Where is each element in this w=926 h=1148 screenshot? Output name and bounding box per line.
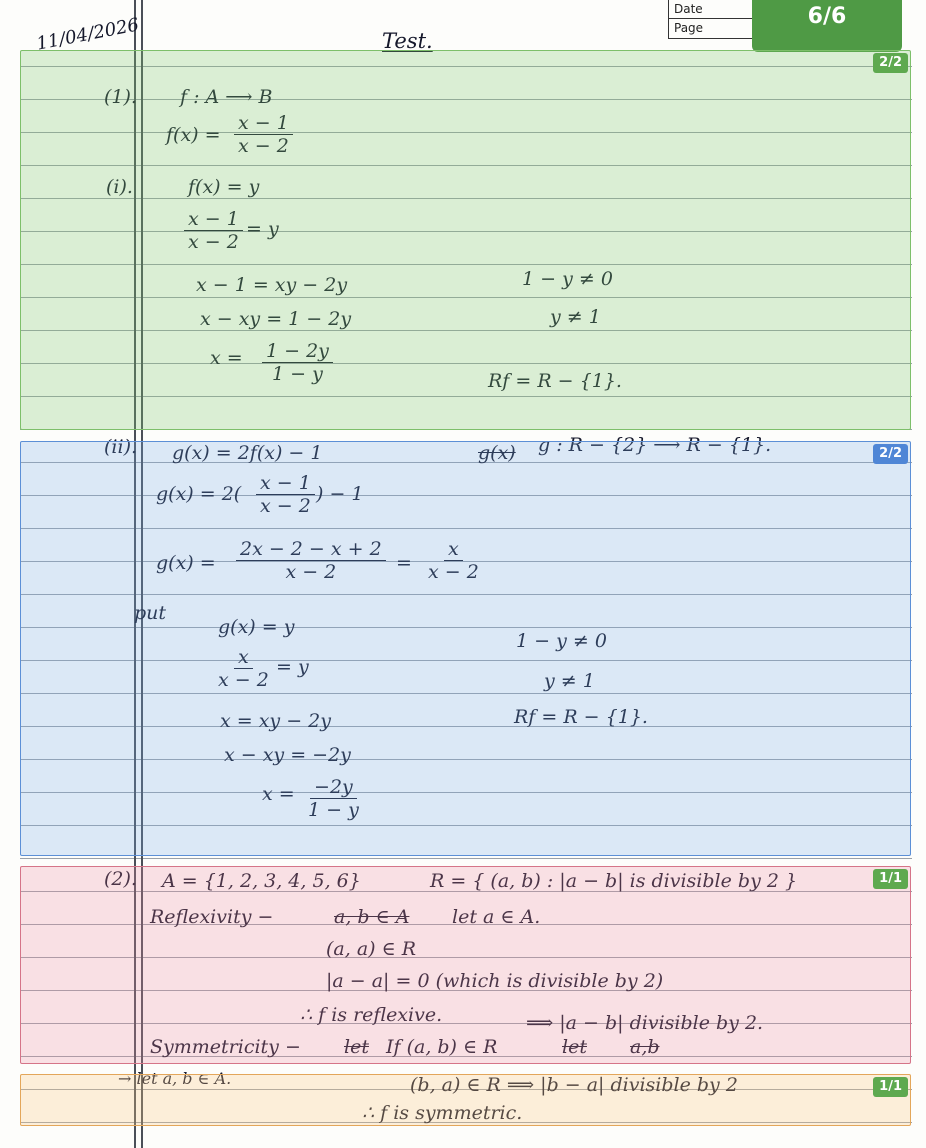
struck-text: let	[344, 1036, 369, 1058]
set-definition: A = {1, 2, 3, 4, 5, 6}	[162, 870, 361, 892]
condition-line: 1 − y ≠ 0	[516, 630, 607, 652]
work-line: → let a, b ∈ A.	[118, 1069, 232, 1088]
relation-definition: R = { (a, b) : |a − b| is divisible by 2 }	[430, 870, 798, 892]
numerator: x	[444, 538, 463, 561]
property-label: Symmetricity −	[150, 1036, 301, 1058]
denominator: x − 2	[188, 231, 239, 253]
numerator: x − 1	[234, 112, 293, 135]
graded-region-q1-ii[interactable]	[20, 441, 911, 856]
work-line: x − xy = −2y	[224, 744, 351, 766]
question-number: (1).	[104, 86, 137, 108]
work-line: If (a, b) ∈ R	[386, 1036, 498, 1058]
denominator: x − 2	[260, 495, 311, 517]
page-title: Test.	[382, 29, 433, 53]
denominator: x − 2	[218, 669, 269, 691]
numerator: 1 − 2y	[262, 340, 333, 363]
property-label: Reflexivity −	[150, 906, 274, 928]
work-line: (b, a) ∈ R ⟹ |b − a| divisible by 2	[410, 1074, 738, 1096]
condition-line: 1 − y ≠ 0	[522, 268, 613, 290]
condition-line: y ≠ 1	[550, 306, 601, 328]
numerator: x − 1	[184, 208, 243, 231]
work-line: x − 1 = xy − 2y	[196, 274, 348, 296]
graded-region-reflexivity[interactable]	[20, 866, 911, 1064]
denominator: 1 − y	[308, 799, 359, 821]
denominator: 1 − y	[272, 363, 323, 385]
score-badge: 2/2	[873, 444, 908, 464]
work-line: g(x) =	[156, 552, 216, 574]
work-line: f(x) = y	[188, 176, 260, 198]
struck-text: g(x)	[478, 442, 516, 464]
work-line: = y	[276, 656, 309, 678]
work-line: x − xy = 1 − 2y	[200, 308, 352, 330]
date-label: Date	[669, 0, 759, 19]
work-line: g(x) = 2f(x) − 1	[172, 442, 323, 464]
numerator: −2y	[310, 776, 357, 799]
date-page-box	[668, 0, 760, 39]
denominator: x − 2	[285, 561, 337, 583]
struck-text: a,b	[630, 1036, 660, 1058]
page-counter-badge: 6/6	[752, 0, 902, 52]
numerator: x	[234, 646, 253, 669]
function-definition-lhs: f(x) =	[166, 124, 221, 146]
work-line: ⟹ |a − b| divisible by 2.	[526, 1012, 764, 1034]
ruled-line	[20, 858, 912, 859]
work-line: let a ∈ A.	[452, 906, 541, 928]
score-badge: 1/1	[873, 869, 908, 889]
work-line: put	[134, 602, 167, 624]
part-label: (i).	[106, 176, 133, 198]
question-number: (2).	[104, 868, 137, 890]
denominator: x − 2	[428, 561, 479, 583]
function-mapping: f : A ⟶ B	[180, 86, 273, 108]
range-result: Rf = R − {1}.	[514, 706, 648, 728]
numerator: x − 1	[256, 472, 315, 495]
page-label: Page	[674, 21, 704, 35]
work-line: x =	[262, 783, 295, 805]
graded-region-q1-i[interactable]	[20, 50, 911, 430]
work-line: g(x) = 2(	[156, 483, 242, 505]
struck-text: let	[562, 1036, 587, 1058]
work-line: x =	[210, 347, 243, 369]
score-badge: 2/2	[873, 53, 908, 73]
handwritten-date: 11/04/2026	[34, 14, 141, 55]
denominator: x − 2	[238, 135, 289, 157]
work-line: ) − 1	[316, 483, 364, 505]
score-badge: 1/1	[873, 1077, 908, 1097]
work-line: x = xy − 2y	[220, 710, 331, 732]
work-line: = y	[246, 218, 279, 240]
work-line: |a − a| = 0 (which is divisible by 2)	[326, 970, 664, 992]
numerator: 2x − 2 − x + 2	[236, 538, 386, 561]
conclusion-line: ∴ f is reflexive.	[300, 1004, 443, 1026]
struck-text: a, b ∈ A	[334, 906, 410, 928]
part-label: (ii).	[104, 436, 138, 458]
function-mapping: g : R − {2} ⟶ R − {1}.	[538, 434, 772, 456]
work-line: (a, a) ∈ R	[326, 938, 417, 960]
graded-region-symmetricity[interactable]	[20, 1074, 911, 1126]
condition-line: y ≠ 1	[544, 670, 595, 692]
work-line: =	[396, 552, 412, 574]
conclusion-line: ∴ f is symmetric.	[362, 1102, 523, 1124]
work-line: g(x) = y	[218, 616, 295, 638]
range-result: Rf = R − {1}.	[488, 370, 622, 392]
